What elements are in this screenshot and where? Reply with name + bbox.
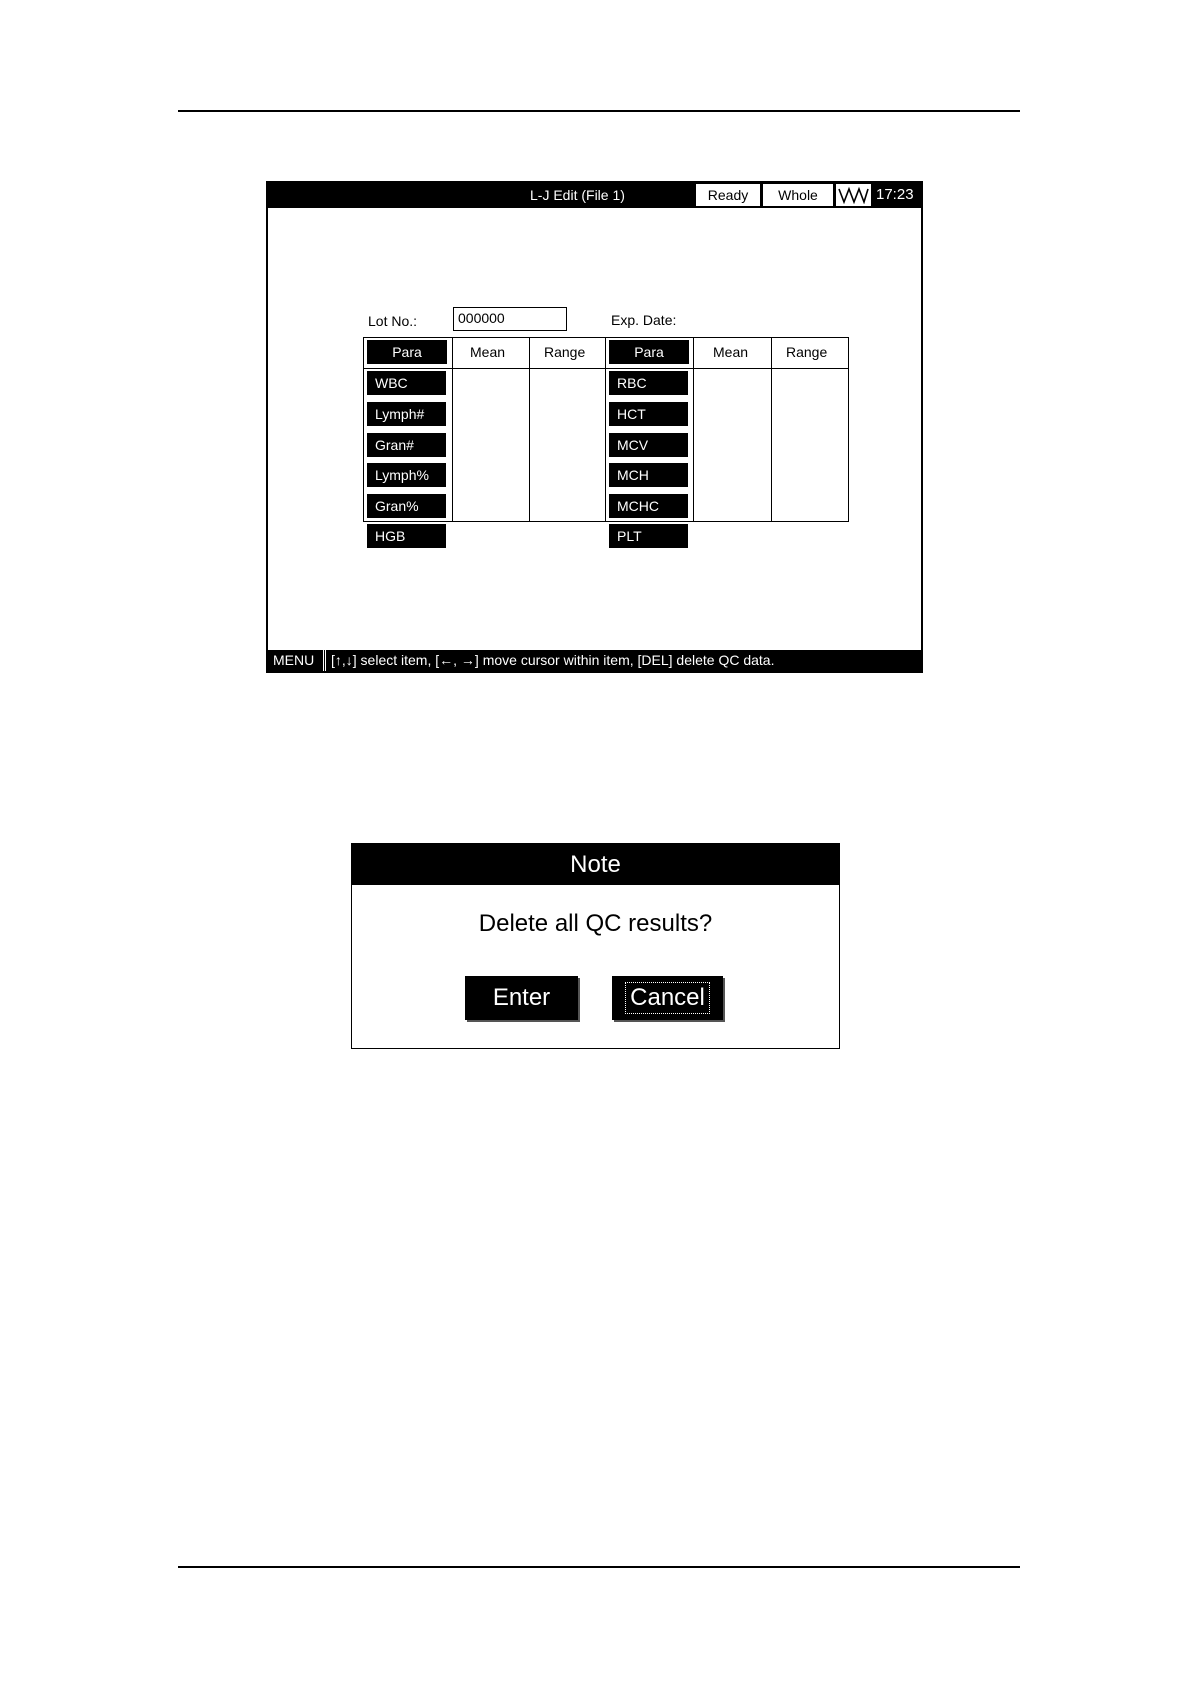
enter-button[interactable]: Enter <box>465 976 578 1020</box>
param-gran-count[interactable]: Gran# <box>367 433 446 457</box>
mode-whole-box <box>763 184 833 206</box>
lot-number-input[interactable]: 000000 <box>453 307 567 331</box>
param-rbc[interactable]: RBC <box>609 371 688 395</box>
param-hgb-row[interactable]: HGB <box>367 524 446 548</box>
para-header-left: Para <box>367 340 447 364</box>
param-mcv[interactable]: MCV <box>609 433 688 457</box>
cancel-button[interactable] <box>612 976 723 1020</box>
status-ready-box <box>696 184 760 206</box>
title-bar <box>268 183 921 208</box>
expiration-date-label: Exp. Date: <box>611 312 677 328</box>
mean-header-right: Mean <box>713 344 749 360</box>
param-wbc[interactable]: WBC <box>367 371 446 395</box>
param-lymph-count[interactable]: Lymph# <box>367 402 446 426</box>
range-header-right: Range <box>786 344 828 360</box>
mode-label: Whole <box>778 187 818 203</box>
menu-button[interactable]: MENU <box>268 650 326 671</box>
note-dialog <box>351 843 840 1049</box>
dialog-title: Note <box>352 844 839 885</box>
qc-parameter-table <box>363 337 849 522</box>
bottom-bar <box>268 650 921 671</box>
param-lymph-percent[interactable]: Lymph% <box>367 463 446 487</box>
param-gran-percent[interactable]: Gran% <box>367 494 446 518</box>
param-hct[interactable]: HCT <box>609 402 688 426</box>
divider <box>529 338 530 521</box>
divider <box>771 338 772 521</box>
param-mch[interactable]: MCH <box>609 463 688 487</box>
dialog-message: Delete all QC results? <box>478 910 713 937</box>
divider <box>693 338 694 521</box>
para-header-right: Para <box>609 340 689 364</box>
status-label: Ready <box>707 187 749 203</box>
waveform-icon <box>836 184 871 206</box>
range-header-left: Range <box>544 344 586 360</box>
top-rule <box>178 110 1020 112</box>
clock-time: 17:23 <box>876 186 914 203</box>
mean-header-left: Mean <box>470 344 506 360</box>
lj-edit-screen <box>266 181 923 673</box>
lot-number-label: Lot No.: <box>368 313 418 329</box>
cancel-button-label: Cancel <box>625 982 710 1014</box>
bottom-rule <box>178 1566 1020 1568</box>
key-hint-text: [↑,↓] select item, [←, →] move cursor within item, [DEL] delete QC data. <box>331 652 775 668</box>
divider <box>605 338 606 521</box>
divider <box>452 338 453 521</box>
param-plt[interactable]: PLT <box>609 524 688 548</box>
param-mchc[interactable]: MCHC <box>609 494 688 518</box>
header-divider <box>364 368 848 369</box>
screen-title: L-J Edit (File 1) <box>530 187 625 203</box>
